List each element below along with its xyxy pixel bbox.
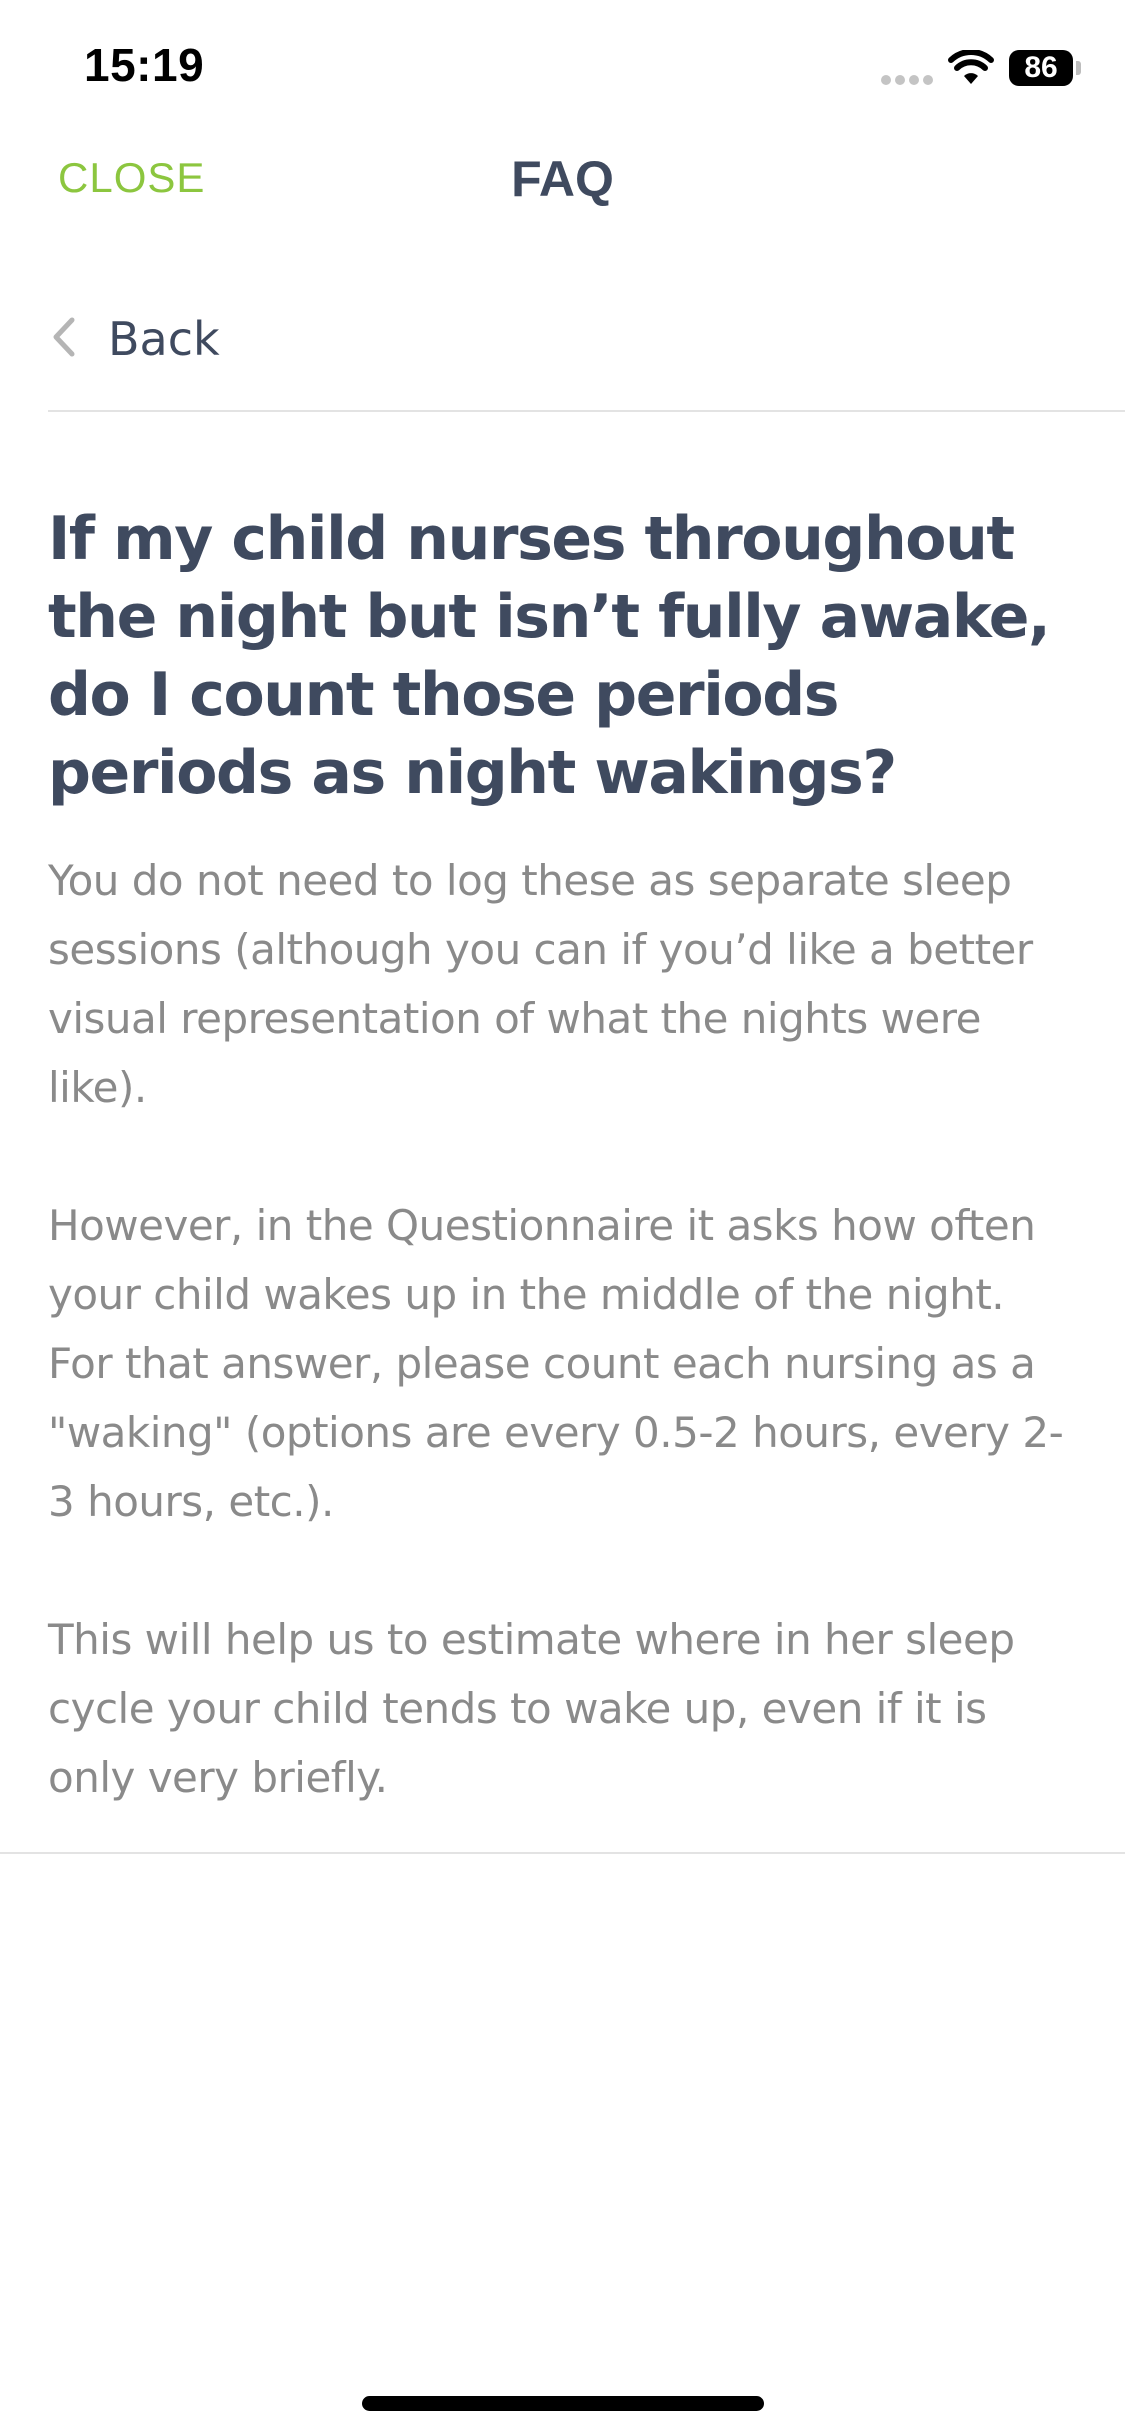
faq-answer: You do not need to log these as separate sleep sessions (although you can if you’d like a better visual representation of what the nights were like). However, in the Questionnaire it asks how often your child wakes up in the middle of the night. For that answer, please count each nursing as a "waking" (options are every 0.5-2 hours, every 2-3 hours, etc.). This will help us to estimate where in her sleep cycle your child tends to wake up, even if it is only very briefly. bbox=[48, 856, 1064, 1802]
wifi-icon bbox=[948, 50, 994, 86]
page-title: FAQ bbox=[511, 151, 614, 207]
home-indicator[interactable] bbox=[362, 2396, 764, 2411]
signal-icon bbox=[880, 73, 934, 87]
status-bar bbox=[0, 0, 1125, 140]
faq-content bbox=[48, 500, 1078, 1812]
battery-level: 86 bbox=[1009, 50, 1073, 86]
chevron-left-icon bbox=[48, 314, 78, 360]
nav-bar bbox=[0, 140, 1125, 240]
close-button[interactable]: CLOSE bbox=[58, 154, 206, 201]
status-time: 15:19 bbox=[84, 39, 205, 91]
battery-cap bbox=[1076, 61, 1081, 75]
battery-icon bbox=[1009, 50, 1081, 86]
faq-question: If my child nurses throughout the night but isn’t fully awake, do I count those periods periods as night wakings? bbox=[48, 504, 1050, 808]
back-button[interactable] bbox=[48, 300, 1125, 412]
back-label: Back bbox=[108, 312, 220, 366]
content-divider bbox=[0, 1852, 1125, 1854]
